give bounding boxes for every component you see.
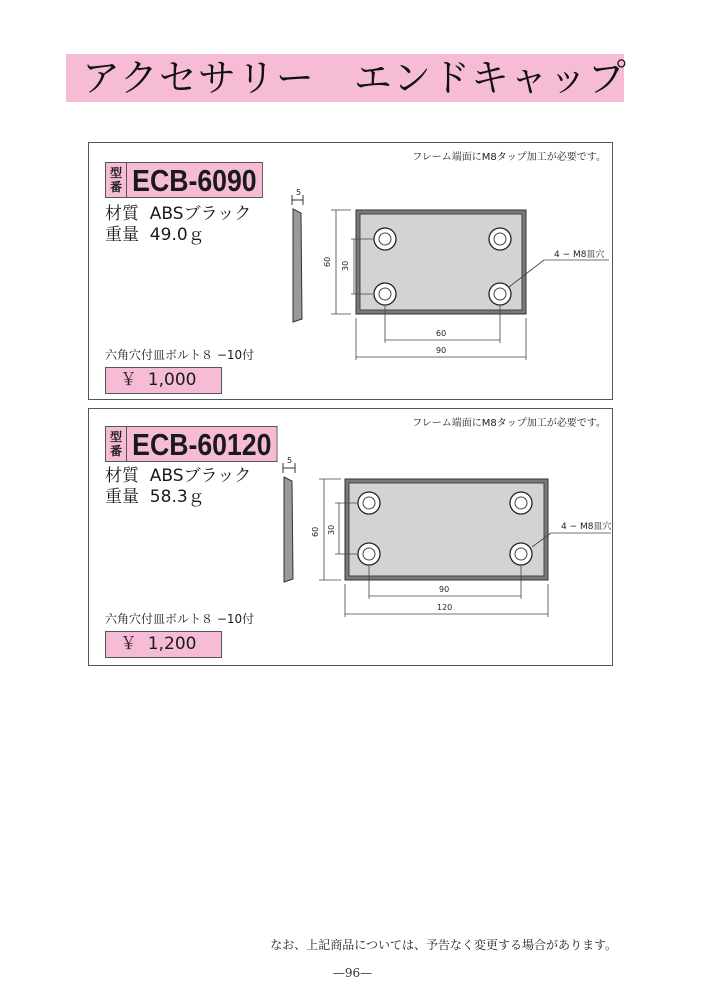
dim-height: 60 <box>323 256 332 267</box>
dim-hole-horizontal: 90 <box>439 585 450 594</box>
model-kana-label: 型 番 <box>105 426 127 462</box>
bolt-note: 六角穴付皿ボルト８ −10付 <box>105 612 255 626</box>
product-card-ecb-6090 <box>88 142 613 400</box>
weight-spec: 重量 58.3ｇ <box>105 487 205 507</box>
model-code: ECB-60120 <box>127 426 277 462</box>
price-tag: ￥ 1,200 <box>105 631 222 658</box>
model-code: ECB-6090 <box>127 162 263 198</box>
dim-hole-vertical: 30 <box>327 524 336 535</box>
material-spec: 材質 ABSブラック <box>105 466 252 486</box>
side-profile-view <box>283 463 295 582</box>
product-note: フレーム端面にM8タップ加工が必要です。 <box>412 418 606 429</box>
dim-width: 120 <box>437 603 453 612</box>
dim-thickness: 5 <box>287 456 293 465</box>
model-kana-label: 型 番 <box>105 162 127 198</box>
dim-thickness: 5 <box>296 188 302 197</box>
technical-drawing <box>89 143 614 401</box>
material-spec: 材質 ABSブラック <box>105 204 252 224</box>
page-title: アクセサリー エンドキャップ <box>82 56 627 100</box>
price-tag: ￥ 1,000 <box>105 367 222 394</box>
product-card-ecb-60120 <box>88 408 613 666</box>
hole-callout: 4 − M8皿穴 <box>554 250 605 260</box>
footer-disclaimer: なお、上記商品については、予告なく変更する場合があります。 <box>270 938 617 952</box>
technical-drawing <box>89 409 614 667</box>
side-profile-view <box>292 195 303 322</box>
weight-spec: 重量 49.0ｇ <box>105 225 205 245</box>
front-plate-view <box>356 210 526 314</box>
hole-callout: 4 − M8皿穴 <box>561 522 612 532</box>
product-note: フレーム端面にM8タップ加工が必要です。 <box>412 152 606 163</box>
page-number: —96— <box>332 966 373 980</box>
dim-width: 90 <box>436 346 447 355</box>
front-plate-view <box>345 479 548 580</box>
dim-height: 60 <box>311 526 320 537</box>
dim-hole-vertical: 30 <box>341 260 350 271</box>
bolt-note: 六角穴付皿ボルト８ −10付 <box>105 348 255 362</box>
dim-hole-horizontal: 60 <box>436 329 447 338</box>
